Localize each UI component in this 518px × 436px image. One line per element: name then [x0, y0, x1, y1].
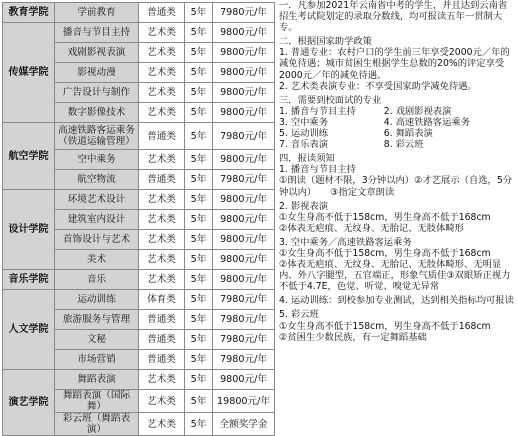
note-section: 3. 空中乘务／高速铁路客运乘务 ①女生身高不低于158cm，男生身高不低于168cm ②体表无疤痕、无纹身、无胎记、无肢体畸形、无明显内、外八字腿型，五官端正，形象气质佳③双眼矫正视力不低于4.7E，色觉、听觉、嗅觉无异常	[279, 236, 511, 293]
fee-cell: 全额奖学金	[213, 413, 275, 436]
fee-cell: 7980元/年	[213, 170, 275, 190]
years-cell: 5年	[185, 210, 213, 230]
college-name: 设计学院	[3, 190, 55, 270]
type-cell: 艺术类	[139, 103, 185, 123]
type-cell: 艺术类	[139, 63, 185, 83]
type-cell: 艺术类	[139, 413, 185, 436]
fee-cell: 9800元/年	[213, 190, 275, 210]
years-cell: 5年	[185, 83, 213, 103]
type-cell: 艺术类	[139, 43, 185, 63]
type-cell: 普通类	[139, 3, 185, 23]
type-cell: 艺术类	[139, 250, 185, 270]
college-name: 教育学院	[3, 3, 55, 23]
major-cell: 舞蹈表演	[55, 370, 139, 390]
major-cell: 美术	[55, 250, 139, 270]
years-cell: 5年	[185, 63, 213, 83]
type-cell: 艺术类	[139, 190, 185, 210]
fee-cell: 7980元/年	[213, 330, 275, 350]
major-cell: 高速铁路客运乘务（铁道运输管理）	[55, 123, 139, 150]
years-cell: 5年	[185, 123, 213, 150]
years-cell: 5年	[185, 290, 213, 310]
years-cell: 5年	[185, 230, 213, 250]
type-cell: 艺术类	[139, 270, 185, 290]
years-cell: 5年	[185, 413, 213, 436]
years-cell: 5年	[185, 3, 213, 23]
type-cell: 艺术类	[139, 210, 185, 230]
note-section: 5. 彩云班 ①女生身高不低于158cm，男生身高不低于168cm ②贫困生少数民族，有一定舞蹈基础	[279, 309, 491, 343]
years-cell: 5年	[185, 250, 213, 270]
years-cell: 5年	[185, 270, 213, 290]
major-cell: 广告设计与制作	[55, 83, 139, 103]
table-row	[3, 3, 275, 23]
major-cell: 数字影像技术	[55, 103, 139, 123]
major-cell: 学前教育	[55, 3, 139, 23]
note-section: 2. 影视表演 ①女生身高不低于158cm，男生身高不低于168cm ②体表无疤痕、无纹身、无胎记、无肢体畸形	[279, 200, 491, 234]
years-cell: 5年	[185, 350, 213, 370]
fee-cell: 7980元/年	[213, 290, 275, 310]
fee-cell: 9800元/年	[213, 230, 275, 250]
major-cell: 环境艺术设计	[55, 190, 139, 210]
type-cell: 艺术类	[139, 150, 185, 170]
note-section: 一．凡参加2021年云南省中考的学生，并且达到云南省招生考试院划定的录取分数线，均可报读五年一贯制大专。	[279, 0, 508, 34]
major-cell: 音乐	[55, 270, 139, 290]
type-cell: 体育类	[139, 290, 185, 310]
years-cell: 5年	[185, 330, 213, 350]
major-cell: 播音与节目主持	[55, 23, 139, 43]
years-cell: 5年	[185, 310, 213, 330]
table-row	[3, 290, 275, 310]
fee-cell: 7980元/年	[213, 310, 275, 330]
major-cell: 运动训练	[55, 290, 139, 310]
type-cell: 普通类	[139, 310, 185, 330]
type-cell: 普通类	[139, 330, 185, 350]
years-cell: 5年	[185, 190, 213, 210]
type-cell: 艺术类	[139, 23, 185, 43]
major-cell: 建筑室内设计	[55, 210, 139, 230]
fee-cell: 9800元/年	[213, 370, 275, 390]
years-cell: 5年	[185, 103, 213, 123]
note-section: 二．根据国家助学政策 1. 普通专业：农村户口的学生前三年享受2000元／年的减免待遇；城市贫困生根据学生总数的20%的评定享受2000元／年的减免待遇。 2. 艺术类表演专业：不享受国家助学减免待遇。	[279, 36, 510, 92]
fee-cell: 9800元/年	[213, 43, 275, 63]
major-cell: 空中乘务	[55, 150, 139, 170]
major-cell: 影视动漫	[55, 63, 139, 83]
fee-cell: 7980元/年	[213, 350, 275, 370]
major-cell: 航空物流	[55, 170, 139, 190]
table-row	[3, 370, 275, 390]
college-name: 人文学院	[3, 290, 55, 370]
table-row	[3, 190, 275, 210]
fee-cell: 9800元/年	[213, 210, 275, 230]
table-row	[3, 270, 275, 290]
college-name: 演艺学院	[3, 370, 55, 436]
type-cell: 普通类	[139, 350, 185, 370]
major-cell: 首饰设计与艺术	[55, 230, 139, 250]
fee-cell: 7980元/年	[213, 3, 275, 23]
years-cell: 5年	[185, 390, 213, 413]
college-name: 航空学院	[3, 123, 55, 190]
fee-cell: 9800元/年	[213, 63, 275, 83]
major-cell: 文秘	[55, 330, 139, 350]
fee-cell: 9800元/年	[213, 103, 275, 123]
major-cell: 旅游服务与管理	[55, 310, 139, 330]
fee-cell: 19800元/年	[213, 390, 275, 413]
major-cell: 市场营销	[55, 350, 139, 370]
type-cell: 普通类	[139, 123, 185, 150]
years-cell: 5年	[185, 370, 213, 390]
note-section: 4. 运动训练：到校参加专业测试，达到相关指标均可报读	[279, 295, 514, 307]
major-cell: 彩云班（舞蹈表演）	[55, 413, 139, 436]
fee-cell: 9800元/年	[213, 270, 275, 290]
years-cell: 5年	[185, 43, 213, 63]
years-cell: 5年	[185, 150, 213, 170]
fee-cell: 9800元/年	[213, 83, 275, 103]
fee-cell: 9800元/年	[213, 23, 275, 43]
admission-notes	[279, 0, 515, 414]
note-section: 三．需要到校面试的专业 1. 播音与节目主持 2. 戏剧影视表演 3. 空中乘务 4. 高速铁路客运乘务 5. 运动训练 6. 舞蹈表演 7. 音乐表演 8. 彩云班	[279, 94, 470, 151]
college-name: 传媒学院	[3, 23, 55, 123]
type-cell: 普通类	[139, 170, 185, 190]
table-row	[3, 23, 275, 43]
type-cell: 艺术类	[139, 230, 185, 250]
college-name: 音乐学院	[3, 270, 55, 290]
major-cell: 戏剧影视表演	[55, 43, 139, 63]
type-cell: 艺术类	[139, 83, 185, 103]
fee-cell: 9800元/年	[213, 150, 275, 170]
type-cell: 艺术类	[139, 370, 185, 390]
table-row	[3, 123, 275, 150]
type-cell: 艺术类	[139, 390, 185, 413]
fee-cell: 9800元/年	[213, 250, 275, 270]
years-cell: 5年	[185, 170, 213, 190]
major-cell: 舞蹈表演（国际舞）	[55, 390, 139, 413]
fee-cell: 7980元/年	[213, 123, 275, 150]
years-cell: 5年	[185, 23, 213, 43]
note-section: 四．报读须知 1. 播音与节目主持 ①朗读（题材不限，3分钟以内）②才艺展示（自选，5分钟以内） ③指定文章朗读	[279, 153, 513, 198]
enrollment-table	[2, 2, 275, 436]
